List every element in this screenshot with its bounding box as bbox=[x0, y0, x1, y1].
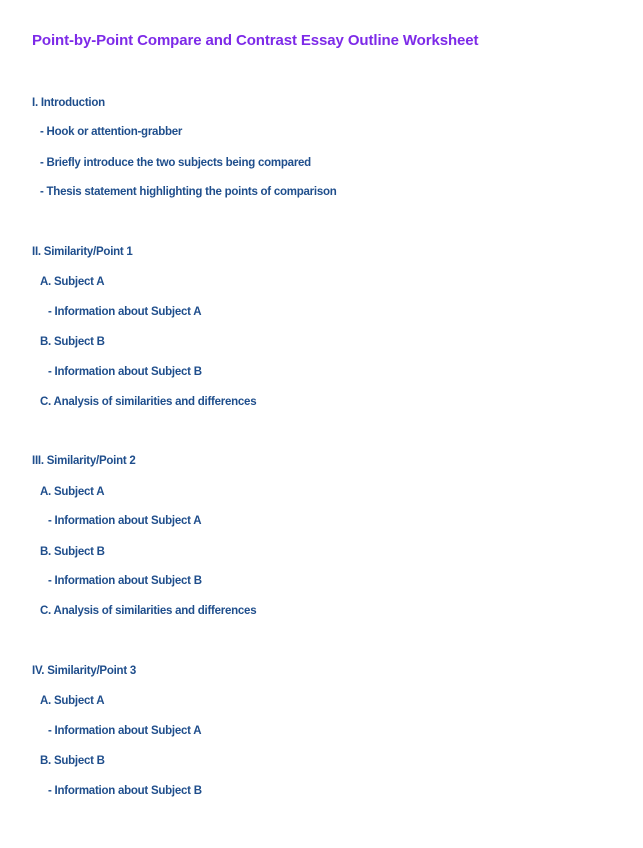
outline-item: - Information about Subject A bbox=[48, 515, 202, 527]
outline-item: A. Subject A bbox=[40, 276, 105, 288]
page-title: Point-by-Point Compare and Contrast Essay Outline Worksheet bbox=[32, 32, 479, 49]
outline-item: B. Subject B bbox=[40, 546, 105, 558]
outline-item: - Briefly introduce the two subjects being compared bbox=[40, 157, 311, 169]
outline-item: - Information about Subject A bbox=[48, 725, 202, 737]
outline-item: B. Subject B bbox=[40, 755, 105, 767]
section-heading: II. Similarity/Point 1 bbox=[32, 246, 133, 258]
outline-item: C. Analysis of similarities and differences bbox=[40, 396, 257, 408]
outline-item: A. Subject A bbox=[40, 486, 105, 498]
outline-item: - Information about Subject B bbox=[48, 785, 202, 797]
section-heading: III. Similarity/Point 2 bbox=[32, 455, 136, 467]
outline-item: - Information about Subject A bbox=[48, 306, 202, 318]
outline-item: - Information about Subject B bbox=[48, 366, 202, 378]
outline-item: A. Subject A bbox=[40, 695, 105, 707]
outline-item: - Thesis statement highlighting the points of comparison bbox=[40, 186, 337, 198]
outline-item: - Information about Subject B bbox=[48, 575, 202, 587]
outline-item: B. Subject B bbox=[40, 336, 105, 348]
outline-item: C. Analysis of similarities and differences bbox=[40, 605, 257, 617]
section-heading: IV. Similarity/Point 3 bbox=[32, 665, 137, 677]
outline-item: - Hook or attention-grabber bbox=[40, 126, 183, 138]
section-heading: I. Introduction bbox=[32, 97, 105, 109]
